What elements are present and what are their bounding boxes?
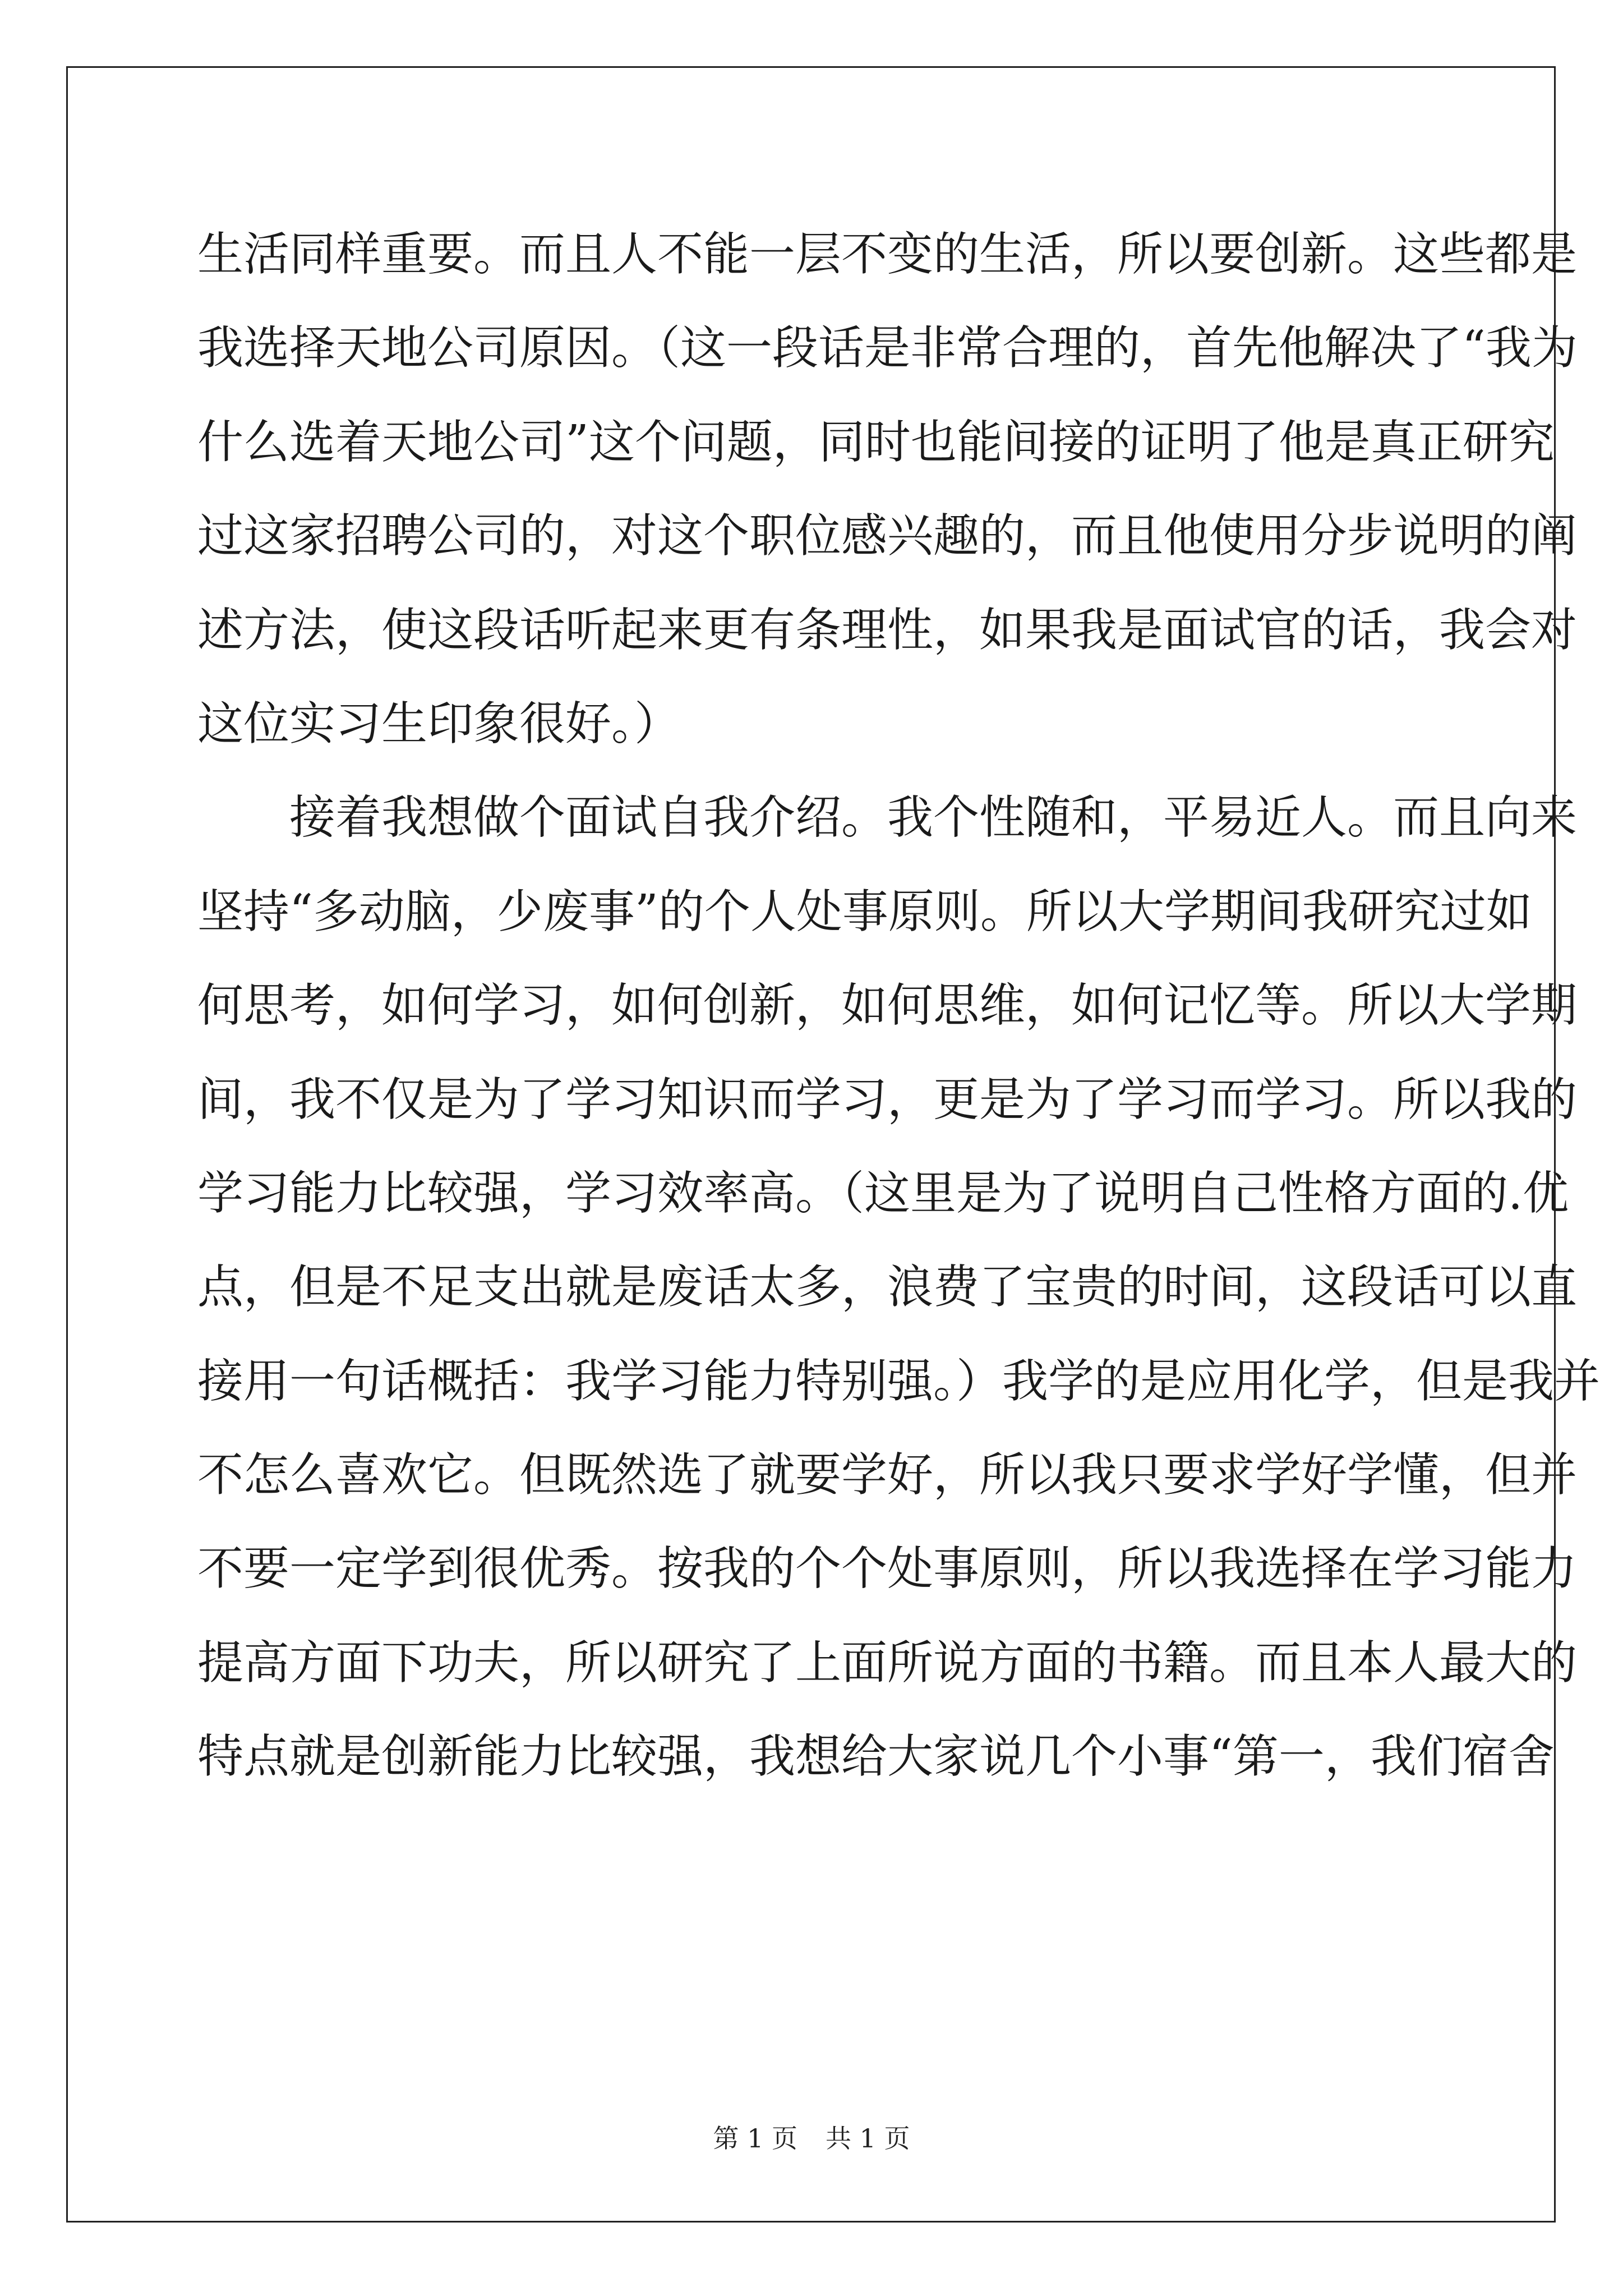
text-line: 接用一句话概括：我学习能力特别强。）我学的是应用化学，但是我并 xyxy=(197,1354,1601,1408)
text-line: 不怎么喜欢它。但既然选了就要学好，所以我只要求学好学懂，但并 xyxy=(197,1448,1578,1502)
text-line: 接着我想做个面试自我介绍。我个性随和，平易近人。而且向来 xyxy=(289,791,1578,845)
text-line: 点，但是不足支出就是废话太多，浪费了宝贵的时间，这段话可以直 xyxy=(197,1260,1578,1314)
text-line: 这位实习生印象很好。） xyxy=(197,697,681,751)
paragraph-1 xyxy=(197,208,1578,771)
text-line: 述方法，使这段话听起来更有条理性，如果我是面试官的话，我会对 xyxy=(197,603,1578,657)
text-line: 提高方面下功夫，所以研究了上面所说方面的书籍。而且本人最大的 xyxy=(197,1636,1578,1690)
text-line: 我选择天地公司原因。（这一段话是非常合理的，首先他解决了“我为 xyxy=(197,321,1578,375)
text-line: 间，我不仅是为了学习知识而学习，更是为了学习而学习。所以我的 xyxy=(197,1073,1578,1126)
text-line: 生活同样重要。而且人不能一层不变的生活，所以要创新。这些都是 xyxy=(197,228,1578,281)
paragraph-2 xyxy=(197,771,1601,1803)
text-line: 特点就是创新能力比较强，我想给大家说几个小事“第一，我们宿舍 xyxy=(197,1730,1555,1784)
text-line: 不要一定学到很优秀。按我的个个处事原则，所以我选择在学习能力 xyxy=(197,1542,1578,1596)
text-line: 学习能力比较强，学习效率高。（这里是为了说明自己性格方面的.优 xyxy=(197,1166,1569,1220)
text-line: 过这家招聘公司的，对这个职位感兴趣的，而且他使用分步说明的阐 xyxy=(197,509,1578,563)
document-body xyxy=(197,208,1601,1804)
page-total: 共 1 页 xyxy=(826,2123,910,2154)
page-footer xyxy=(0,2122,1623,2155)
text-line: 何思考，如何学习，如何创新，如何思维，如何记忆等。所以大学期 xyxy=(197,979,1578,1033)
text-line: 坚持“多动脑，少废事”的个人处事原则。所以大学期间我研究过如 xyxy=(197,885,1532,938)
text-line: 什么选着天地公司”这个问题，同时也能间接的证明了他是真正研究 xyxy=(197,415,1555,469)
page-number: 第 1 页 xyxy=(713,2123,797,2154)
